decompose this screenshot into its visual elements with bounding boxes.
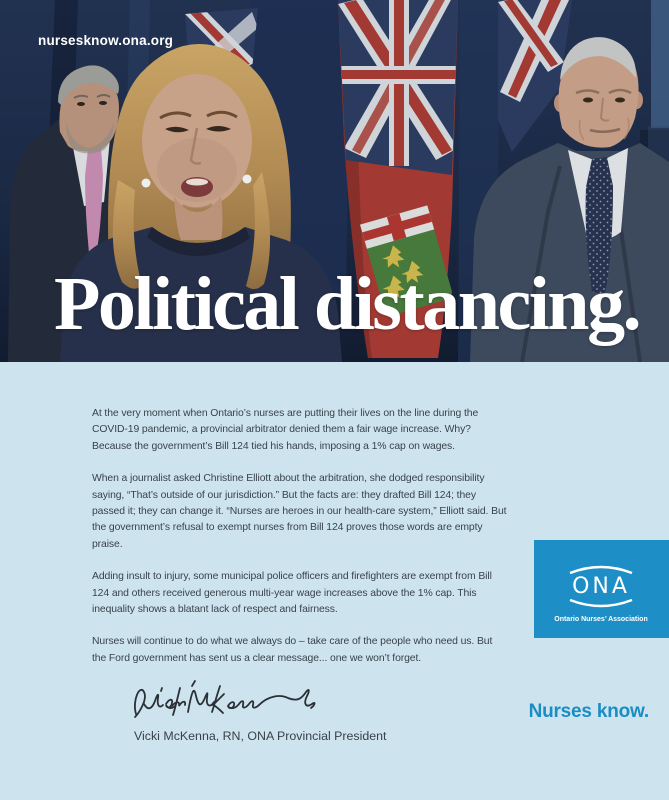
body-paragraph: Adding insult to injury, some municipal police officers and firefighters are exempt from Bill 124 and others received generous multi-year wage increases above the 1% cap. This inequality shows a blatant lack of respect and fairness. bbox=[92, 571, 492, 616]
ona-logo bbox=[534, 540, 669, 638]
logo-bottom-arc bbox=[570, 600, 632, 606]
body-paragraph: When a journalist asked Christine Elliott about the arbitration, she dodged responsibility saying, “That’s outside of our jurisdiction.” But the facts are: they drafted Bill 124; they passed it; they can change it. “Nurses are heroes in our health-care system,” Elliott said. But the government’s refusal to exempt nurses from Bill 124 proves those words are empty praise. bbox=[92, 473, 507, 550]
body-copy bbox=[92, 406, 507, 683]
ona-logo-box bbox=[534, 540, 669, 638]
logo-acronym: ONA bbox=[572, 574, 630, 599]
body-paragraph: Nurses will continue to do what we always do – take care of the people who need us. But the Ford government has sent us a clear message... one we won’t forget. bbox=[92, 636, 493, 664]
logo-subtext: Ontario Nurses’ Association bbox=[554, 616, 648, 623]
tagline: Nurses know. bbox=[528, 701, 649, 722]
headline: Political distancing. bbox=[54, 262, 640, 346]
signature-handwriting bbox=[128, 678, 323, 726]
union-jack-canton bbox=[336, 0, 460, 178]
body-paragraph: At the very moment when Ontario’s nurses are putting their lives on the line during the COVID-19 pandemic, a provincial arbitrator denied them a fair wage increase. Why? Because the government’s Bill 124 tied his hands, imposing a 1% cap on wages. bbox=[92, 408, 479, 452]
signature-block bbox=[128, 678, 387, 743]
press-conference-photo bbox=[0, 0, 669, 362]
signatory-name: Vicki McKenna, RN, ONA Provincial President bbox=[134, 729, 387, 743]
logo-top-arc bbox=[570, 567, 632, 573]
campaign-url[interactable]: nursesknow.ona.org bbox=[38, 33, 174, 48]
